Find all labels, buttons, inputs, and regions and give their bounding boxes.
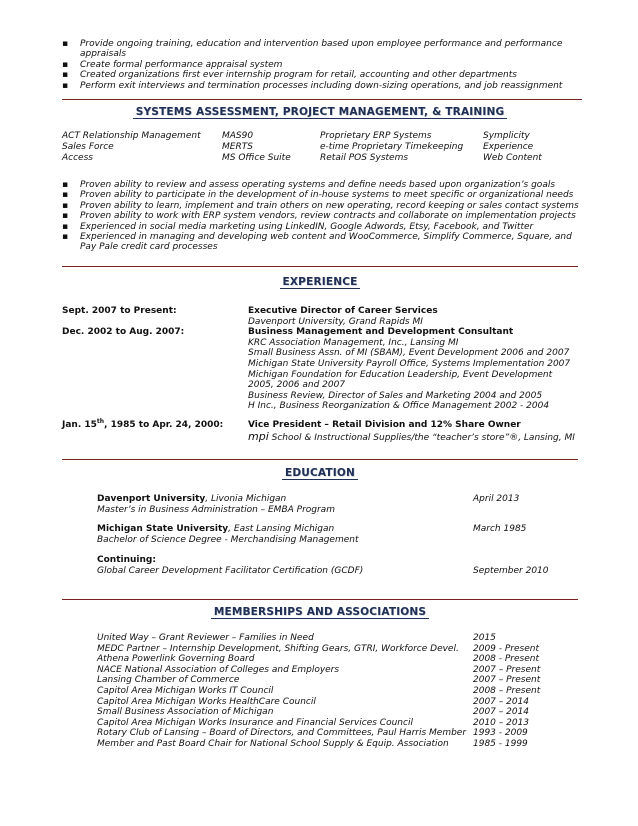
bullet-item: ▪ Experienced in social media marketing using LinkedIN, Google Adwords, Etsy, Facebook, and Twitter xyxy=(62,222,582,232)
list-item: Capitol Area Michigan Works Insurance and Financial Services Council 2010 – 2013 xyxy=(97,717,530,728)
list-item: NACE National Association of Colleges and Employers 2007 – Present xyxy=(97,664,541,675)
school-location: , Livonia Michigan xyxy=(205,494,287,504)
education-entry xyxy=(97,494,582,505)
job-title: Business Management and Development Consultant xyxy=(248,327,514,338)
education-date: March 1985 xyxy=(473,524,527,534)
table-cell: MS Office Suite xyxy=(222,153,291,163)
experience-block xyxy=(62,306,582,443)
client-line: H Inc., Business Reorganization & Office Management 2002 - 2004 xyxy=(248,401,550,412)
job-row xyxy=(62,317,582,328)
school-name: Michigan State University xyxy=(97,524,229,534)
job-dates: Sept. 2007 to Present: xyxy=(62,306,177,316)
bullet-item: ▪ Proven ability to participate in the development of in-house systems to meet specific or organizational needs xyxy=(62,190,582,200)
client-line: 2005, 2006 and 2007 xyxy=(248,380,346,391)
degree: Bachelor of Science Degree - Merchandising Management xyxy=(97,535,359,545)
systems-table xyxy=(62,131,582,164)
list-item: Athena Powerlink Governing Board 2008 - Present xyxy=(97,654,539,665)
section-divider xyxy=(62,459,578,460)
top-bullet-list xyxy=(62,39,582,91)
section-divider xyxy=(62,266,578,267)
school-location: , East Lansing Michigan xyxy=(228,524,335,534)
degree: Global Career Development Facilitator Certification (GCDF) xyxy=(97,566,364,576)
education-entry xyxy=(97,524,582,535)
degree: Master’s in Business Administration – EMBA Program xyxy=(97,505,335,515)
bullet-item: ▪ Proven ability to work with ERP system vendors, review contracts and collaborate on implementation projects xyxy=(62,211,582,221)
job-row xyxy=(62,417,582,431)
bullet-item: ▪ Proven ability to review and assess operating systems and define needs based upon organization’s goals xyxy=(62,180,582,190)
section-divider xyxy=(62,99,582,100)
client-line: Business Review, Director of Sales and Marketing 2004 and 2005 xyxy=(248,390,543,401)
education-date: September 2010 xyxy=(473,566,549,576)
experience-heading: EXPERIENCE xyxy=(62,276,578,289)
bullet-item: ▪ Created organizations first ever internship program for retail, accounting and other departments xyxy=(62,70,582,80)
list-item: Capitol Area Michigan Works IT Council 2008 – Present xyxy=(97,685,541,696)
table-cell: Symplicity xyxy=(483,131,530,141)
job-row xyxy=(62,338,582,349)
job-row xyxy=(62,327,582,338)
table-cell: Retail POS Systems xyxy=(320,153,409,163)
memberships-list xyxy=(97,633,582,750)
bullet-item: ▪ Experienced in managing and developing web content and WooCommerce, Simplify Commerce, Square, and Pay Pale credit card processes xyxy=(62,232,582,253)
systems-heading: SYSTEMS ASSESSMENT, PROJECT MANAGEMENT, & TRAINING xyxy=(62,106,578,119)
table-cell: Access xyxy=(62,153,93,163)
table-row xyxy=(62,142,582,153)
job-title: Executive Director of Career Services xyxy=(248,306,438,316)
education-block xyxy=(97,494,582,577)
systems-bullet-list xyxy=(62,180,582,253)
table-cell: Web Content xyxy=(483,153,542,163)
list-item: Capitol Area Michigan Works HealthCare Council 2007 – 2014 xyxy=(97,696,530,707)
table-row xyxy=(62,153,582,164)
job-row xyxy=(62,429,582,444)
bullet-item: ▪ Perform exit interviews and termination processes including down-sizing operations, and job reassignment xyxy=(62,81,582,91)
memberships-heading: MEMBERSHIPS AND ASSOCIATIONS xyxy=(62,606,578,619)
school-name: Davenport University xyxy=(97,494,206,504)
education-entry xyxy=(97,555,582,566)
table-cell: Proprietary ERP Systems xyxy=(320,131,432,141)
section-divider xyxy=(62,599,578,600)
list-item: MEDC Partner – Internship Development, Shifting Gears, GTRI, Workforce Devel. 2009 - Present xyxy=(97,643,539,654)
client-line: Michigan Foundation for Education Leadership, Event Development xyxy=(248,369,553,380)
bullet-item: ▪ Create formal performance appraisal system xyxy=(62,60,582,70)
client-line: Small Business Assn. of MI (SBAM), Event Development 2006 and 2007 xyxy=(248,348,570,359)
job-organization: KRC Association Management, Inc., Lansing MI xyxy=(248,337,459,348)
job-row xyxy=(62,306,582,317)
job-organization: Davenport University, Grand Rapids MI xyxy=(248,316,423,327)
client-line: Michigan State University Payroll Office, Systems Implementation 2007 xyxy=(248,358,571,369)
bullet-item: ▪ Proven ability to learn, implement and train others on new operating, record keeping or sales contact systems xyxy=(62,201,582,211)
education-heading: EDUCATION xyxy=(62,467,578,480)
table-cell: MAS90 xyxy=(222,131,254,141)
list-item: Member and Past Board Chair for National School Supply & Equip. Association 1985 - 1999 xyxy=(97,738,528,749)
education-date: April 2013 xyxy=(473,494,520,504)
job-dates: Jan. 15th, 1985 to Apr. 24, 2000: xyxy=(62,417,224,430)
job-title: Vice President – Retail Division and 12% Share Owner xyxy=(248,419,521,430)
table-cell: ACT Relationship Management xyxy=(62,131,201,141)
table-cell: Sales Force xyxy=(62,142,114,152)
table-cell: Experience xyxy=(483,142,534,152)
job-organization: mpi School & Instructional Supplies/the “teacher’s store”®, Lansing, MI xyxy=(248,429,575,443)
list-item: United Way – Grant Reviewer – Families in Need 2015 xyxy=(97,633,496,643)
table-row xyxy=(62,131,582,142)
table-cell: MERTS xyxy=(222,142,253,152)
list-item: Lansing Chamber of Commerce 2007 – Present xyxy=(97,675,541,686)
job-dates: Dec. 2002 to Aug. 2007: xyxy=(62,327,185,338)
list-item: Rotary Club of Lansing – Board of Directors, and Committees, Paul Harris Member 1993 - 2009 xyxy=(97,728,528,739)
list-item: Small Business Association of Michigan 2007 – 2014 xyxy=(97,707,530,718)
school-name: Continuing: xyxy=(97,555,156,565)
bullet-item: ▪ Provide ongoing training, education and intervention based upon employee performance and performance appraisals xyxy=(62,39,582,60)
table-cell: e-time Proprietary Timekeeping xyxy=(320,142,464,152)
